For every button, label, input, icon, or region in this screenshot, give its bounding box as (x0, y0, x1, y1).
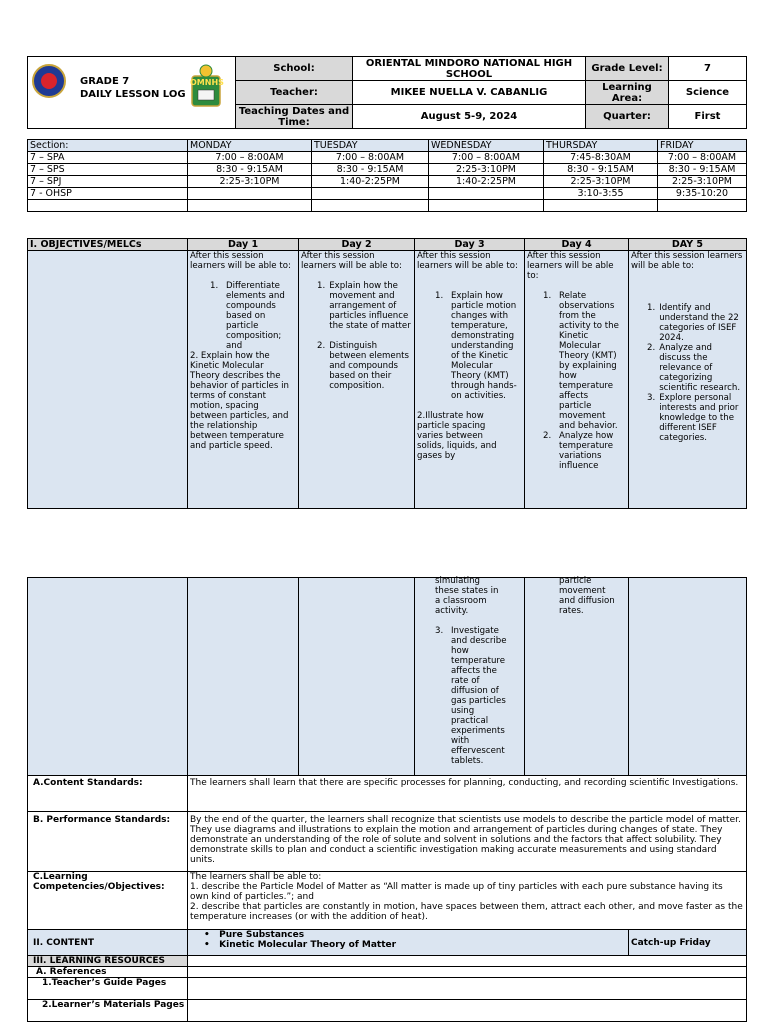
schedule-row (28, 188, 747, 200)
quarter-label: Quarter: (586, 105, 669, 129)
schedule-time-cell: 7:00 – 8:00AM (429, 152, 544, 164)
performance-standards-text: By the end of the quarter, the learners shall recognize that scientists use models to describe the particle model of matter. They use diagrams and illustrations to explain the motion and arrangement of particles during changes of state. They demonstrate an understanding of the role of solute and solvent in solutions and the factors that affect solubility. They demonstrate skills to plan and conduct a scientific investigation making accurate measurements and using standard units. (188, 812, 747, 872)
schedule-time-cell: 7:00 – 8:00AM (188, 152, 312, 164)
schedule-header-row (28, 140, 747, 152)
schedule-table (27, 139, 747, 212)
schedule-time-cell (544, 200, 658, 212)
day5-item1: 1. Identify and understand the 22 categories of ISEF 2024. (647, 303, 739, 343)
schedule-section-cell: 7 – SPJ (28, 176, 188, 188)
learning-resources-cell (188, 956, 747, 967)
day2-item2: 2. Distinguish between elements and compounds based on their composition. (317, 341, 410, 391)
content-bullet-2: • Kinetic Molecular Theory of Matter (204, 940, 397, 950)
schedule-time-cell: 2:25-3:10PM (544, 176, 658, 188)
schedule-time-cell: 8:30 - 9:15AM (312, 164, 429, 176)
teacher-label: Teacher: (236, 81, 353, 105)
schedule-time-cell: 8:30 - 9:15AM (658, 164, 747, 176)
content-bullet-1: • Pure Substances (204, 930, 305, 940)
day1-objectives (188, 251, 299, 509)
day5-intro: After this session learners will be able to: (631, 251, 743, 271)
schedule-time-cell: 2:25-3:10PM (429, 164, 544, 176)
schedule-time-cell: 1:40-2:25PM (429, 176, 544, 188)
schedule-row (28, 152, 747, 164)
schedule-time-cell (312, 200, 429, 212)
learning-area-label: Learning Area: (586, 81, 669, 105)
schedule-time-cell (658, 200, 747, 212)
references-cell (188, 967, 747, 978)
title-cell (28, 57, 236, 129)
dates-value: August 5-9, 2024 (353, 105, 586, 129)
schedule-time-cell (429, 188, 544, 200)
schedule-row (28, 164, 747, 176)
day1-item1: 1. Differentiate elements and compounds based on particle composition; and (210, 281, 285, 351)
day4-intro: After this session learners will be able to: (527, 251, 614, 281)
schedule-time-cell: 7:00 – 8:00AM (312, 152, 429, 164)
content-bullets (188, 930, 629, 956)
day2-objectives (299, 251, 415, 509)
day2-header: Day 2 (299, 239, 415, 251)
schedule-header-cell: MONDAY (188, 140, 312, 152)
competencies-2: 2. describe that particles are constantly in motion, have spaces between them, attract each other, and move faster as the temperature increases (or with the addition of heat). (190, 902, 743, 922)
day3-item2b: simulating these states in a classroom activity. (435, 576, 499, 616)
day1-intro: After this session learners will be able to: (190, 251, 291, 271)
day2-intro: After this session learners will be able to: (301, 251, 402, 271)
continuation-table (27, 577, 747, 1022)
content-standards-text: The learners shall learn that there are specific processes for planning, conducting, and recording scientific Investigations. (188, 776, 747, 812)
day3-objectives (415, 251, 525, 509)
schedule-row (28, 176, 747, 188)
school-value: ORIENTAL MINDORO NATIONAL HIGH SCHOOL (353, 57, 586, 81)
day4-item2a: 2. Analyze how temperature variations influence (543, 431, 614, 471)
schedule-time-cell: 7:00 – 8:00AM (658, 152, 747, 164)
day5-item2: 2. Analyze and discuss the relevance of categorizing scientific research. (647, 343, 741, 393)
quarter-value: First (669, 105, 747, 129)
school-logo-text: OMNHS (190, 78, 224, 87)
schedule-time-cell (188, 200, 312, 212)
teachers-guide-label: 1.Teacher’s Guide Pages (28, 978, 188, 1000)
competencies-intro: The learners shall be able to: (190, 872, 322, 882)
objectives-table (27, 238, 747, 509)
catch-up-friday: Catch-up Friday (629, 930, 747, 956)
log-title: DAILY LESSON LOG (80, 88, 186, 100)
schedule-header-cell: THURSDAY (544, 140, 658, 152)
schedule-time-cell: 8:30 - 9:15AM (188, 164, 312, 176)
day3-intro: After this session learners will be able to: (417, 251, 518, 271)
schedule-header-cell: Section: (28, 140, 188, 152)
header-table (27, 56, 747, 129)
grade-title: GRADE 7 (80, 75, 130, 87)
continuation-day4 (525, 578, 629, 776)
learning-resources-label: III. LEARNING RESOURCES (28, 956, 188, 967)
day5-item3: 3. Explore personal interests and prior knowledge to the different ISEF categories. (647, 393, 739, 443)
day2-item1: 1. Explain how the movement and arrangement of particles influence the state of matter (317, 281, 411, 331)
content-standards-label: A.Content Standards: (28, 776, 188, 812)
schedule-section-cell: 7 - OHSP (28, 188, 188, 200)
competencies-label: C.Learning Competencies/Objectives: (28, 872, 188, 930)
objectives-label-cell (28, 251, 188, 509)
schedule-time-cell (188, 188, 312, 200)
schedule-time-cell (429, 200, 544, 212)
schedule-section-cell: 7 – SPS (28, 164, 188, 176)
continuation-day2 (299, 578, 415, 776)
schedule-time-cell: 2:25-3:10PM (658, 176, 747, 188)
grade-level-value: 7 (669, 57, 747, 81)
day1-item2: 2. Explain how the Kinetic Molecular Theory describes the behavior of particles in terms of constant motion, spacing between particles, and the relationship between temperature and particle speed. (190, 351, 289, 451)
day4-objectives (525, 251, 629, 509)
content-label: II. CONTENT (28, 930, 188, 956)
schedule-row (28, 200, 747, 212)
schedule-section-cell (28, 200, 188, 212)
schedule-header-cell: FRIDAY (658, 140, 747, 152)
grade-level-label: Grade Level: (586, 57, 669, 81)
school-label: School: (236, 57, 353, 81)
continuation-label-cell (28, 578, 188, 776)
continuation-day5 (629, 578, 747, 776)
schedule-time-cell: 7:45-8:30AM (544, 152, 658, 164)
day5-objectives (629, 251, 747, 509)
day3-header: Day 3 (415, 239, 525, 251)
day3-item1: 1. Explain how particle motion changes with temperature, demonstrating understanding of the Kinetic Molecular Theory (KMT) through hands-on activities. (435, 291, 517, 401)
schedule-time-cell: 3:10-3:55 (544, 188, 658, 200)
learners-materials-cell (188, 1000, 747, 1022)
learning-area-value: Science (669, 81, 747, 105)
schedule-time-cell: 9:35-10:20 (658, 188, 747, 200)
competencies-cell (188, 872, 747, 930)
day3-item2a: 2.Illustrate how particle spacing varies between solids, liquids, and gases by (417, 411, 497, 461)
teachers-guide-cell (188, 978, 747, 1000)
day4-item2b: particle movement and diffusion rates. (559, 576, 615, 616)
day3-item3: 3. Investigate and describe how temperature affects the rate of diffusion of gas particles using practical experiments with effervescent tablets. (435, 626, 507, 766)
dates-label: Teaching Dates and Time: (236, 105, 353, 129)
teacher-value: MIKEE NUELLA V. CABANLIG (353, 81, 586, 105)
learners-materials-label: 2.Learner’s Materials Pages (28, 1000, 188, 1022)
schedule-time-cell: 1:40-2:25PM (312, 176, 429, 188)
competencies-1: 1. describe the Particle Model of Matter as “All matter is made up of tiny particles with each pure substance having its own kind of particles.”; and (190, 882, 723, 902)
schedule-section-cell: 7 – SPA (28, 152, 188, 164)
schedule-time-cell: 2:25-3:10PM (188, 176, 312, 188)
performance-standards-label: B. Performance Standards: (28, 812, 188, 872)
schedule-header-cell: WEDNESDAY (429, 140, 544, 152)
day4-item1: 1. Relate observations from the activity to the Kinetic Molecular Theory (KMT) by explaining how temperature affects particle movement and behavior. (543, 291, 619, 431)
day4-header: Day 4 (525, 239, 629, 251)
objectives-title: I. OBJECTIVES/MELCs (28, 239, 188, 251)
continuation-day3 (415, 578, 525, 776)
schedule-time-cell (312, 188, 429, 200)
schedule-header-cell: TUESDAY (312, 140, 429, 152)
day5-header: DAY 5 (629, 239, 747, 251)
day1-header: Day 1 (188, 239, 299, 251)
references-label: A. References (28, 967, 188, 978)
continuation-day1 (188, 578, 299, 776)
schedule-time-cell: 8:30 - 9:15AM (544, 164, 658, 176)
